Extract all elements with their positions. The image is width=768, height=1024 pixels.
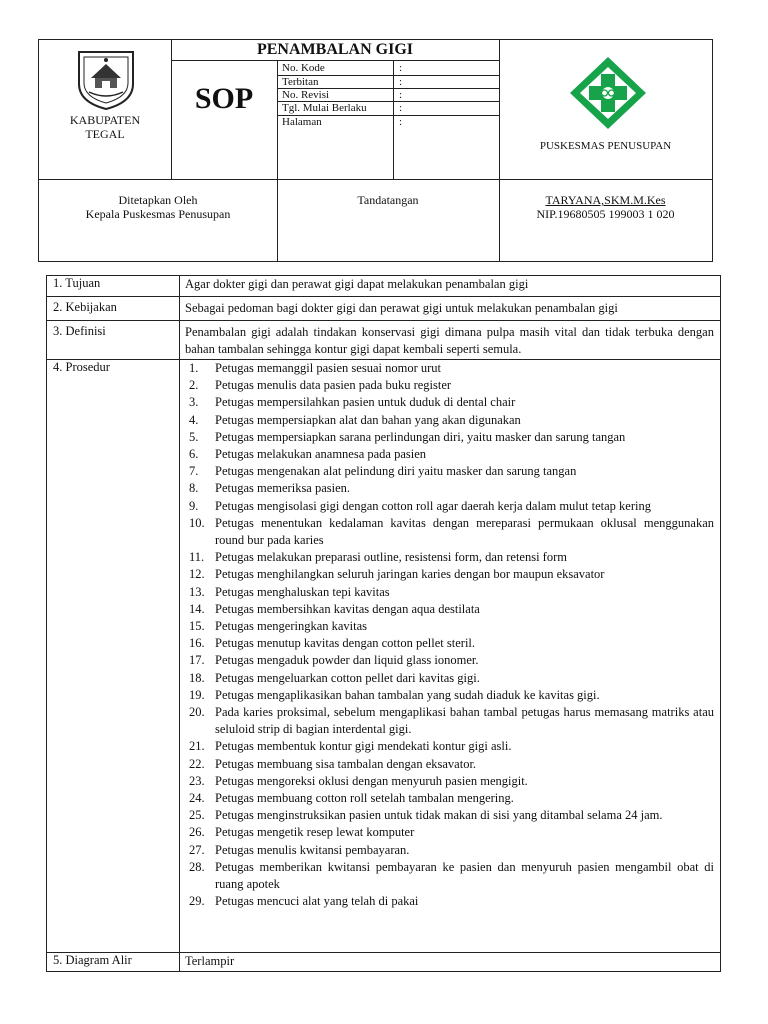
step-text: Petugas menginstruksikan pasien untuk tidak makan di sisi yang ditambal selama 24 jam. (215, 808, 663, 823)
step-number: 12. (189, 567, 205, 582)
step-text: Petugas menulis kwitansi pembayaran. (215, 842, 410, 857)
step-text: Petugas menghilangkan seluruh jaringan karies dengan bor maupun eksavator (215, 567, 605, 582)
sop-label: SOP (194, 82, 254, 115)
procedure-step (185, 618, 714, 635)
step-text: Petugas membentuk kontur gigi mendekati kontur gigi asli. (215, 739, 512, 754)
step-number: 28. (189, 859, 205, 874)
procedure-step (185, 824, 714, 841)
region-name: TEGAL (85, 127, 125, 141)
section-label: 1. Tujuan (53, 276, 101, 290)
diagram-text: Terlampir (185, 954, 235, 968)
procedure-step (185, 859, 714, 893)
step-number: 26. (189, 825, 205, 840)
procedure-step (185, 893, 714, 910)
meta-label: Tgl. Mulai Berlaku (282, 102, 367, 114)
step-number: 7. (189, 464, 199, 479)
procedure-step (185, 601, 714, 618)
meta-label: No. Kode (282, 62, 325, 74)
step-number: 19. (189, 687, 205, 702)
meta-separator: : (399, 76, 403, 88)
step-text: Petugas mencuci alat yang telah di pakai (215, 894, 419, 909)
meta-label: Halaman (282, 116, 322, 128)
procedure-step (185, 687, 714, 704)
step-number: 14. (189, 601, 205, 616)
procedure-step (185, 842, 714, 859)
meta-label: Terbitan (282, 76, 319, 88)
step-text: Petugas mengoreksi oklusi dengan menyuruh pasien mengigit. (215, 773, 528, 788)
procedure-step (185, 756, 714, 773)
procedure-step (185, 584, 714, 601)
procedure-step (185, 377, 714, 394)
divider (171, 60, 499, 61)
step-number: 21. (189, 739, 205, 754)
step-text: Petugas menghaluskan tepi kavitas (215, 584, 390, 599)
step-text: Petugas mengeluarkan cotton pellet dari kavitas gigi. (215, 670, 480, 685)
signature-label: Tandatangan (357, 193, 419, 207)
step-text: Petugas mempersiapkan alat dan bahan yang akan digunakan (215, 412, 521, 427)
procedure-step (185, 446, 714, 463)
step-text: Petugas mengisolasi gigi dengan cotton roll agar daerah kerja dalam mulut tetap kering (215, 498, 651, 513)
puskesmas-logo-icon (566, 54, 650, 132)
step-text: Petugas memanggil pasien sesuai nomor urut (215, 361, 442, 375)
meta-separator: : (399, 116, 403, 128)
region-name: KABUPATEN (69, 113, 141, 127)
step-number: 22. (189, 756, 205, 771)
meta-separator: : (399, 89, 403, 101)
section-label: 2. Kebijakan (53, 300, 117, 314)
meta-separator: : (399, 102, 403, 114)
step-text: Petugas membersihkan kavitas dengan aqua destilata (215, 601, 480, 616)
row-divider (47, 320, 720, 321)
step-number: 25. (189, 808, 205, 823)
regency-emblem (71, 46, 141, 112)
step-number: 17. (189, 653, 205, 668)
step-number: 2. (189, 378, 199, 393)
step-number: 10. (189, 515, 205, 530)
step-text: Petugas mengetik resep lewat komputer (215, 825, 415, 840)
row-divider (47, 296, 720, 297)
procedure-step (185, 807, 714, 824)
procedure-step (185, 652, 714, 669)
step-number: 13. (189, 584, 205, 599)
divider (39, 179, 712, 180)
kebijakan-text: Sebagai pedoman bagi dokter gigi dan perawat gigi untuk melakukan penambalan gigi (185, 301, 618, 315)
procedure-step (185, 773, 714, 790)
step-text: Petugas mengeringkan kavitas (215, 619, 368, 634)
step-text: Petugas membuang cotton roll setelah tambalan mengering. (215, 791, 514, 806)
approved-by-role: Kepala Puskesmas Penusupan (85, 207, 231, 221)
divider (393, 60, 394, 179)
step-text: Pada karies proksimal, sebelum mengaplikasi bahan tambal petugas harus memasang matriks atau seluloid strip di bagian interdental gigi. (215, 705, 714, 737)
procedure-list (185, 360, 714, 911)
procedure-step (185, 549, 714, 566)
procedure-step (185, 566, 714, 583)
step-number: 6. (189, 447, 199, 462)
definisi-text: Penambalan gigi adalah tindakan konservasi gigi dimana pulpa masih vital dan tidak terbuka dengan bahan tambalan sehingga kontur gigi dapat kembali seperti semula. (185, 325, 714, 356)
step-number: 16. (189, 636, 205, 651)
sop-header (38, 39, 713, 262)
procedure-step (185, 394, 714, 411)
step-number: 5. (189, 429, 199, 444)
procedure-step (185, 360, 714, 377)
procedure-step (185, 738, 714, 755)
step-text: Petugas melakukan anamnesa pada pasien (215, 447, 427, 462)
divider (179, 276, 180, 971)
sop-content-table (46, 275, 721, 972)
approved-by: Ditetapkan Oleh (118, 193, 198, 207)
tujuan-text: Agar dokter gigi dan perawat gigi dapat melakukan penambalan gigi (185, 277, 529, 291)
step-number: 20. (189, 705, 205, 720)
step-text: Petugas mempersilahkan pasien untuk duduk di dental chair (215, 395, 516, 410)
step-text: Petugas memberikan kwitansi pembayaran ke pasien dan menyuruh pasien mengambil obat di ruang apotek (215, 859, 714, 892)
procedure-step (185, 429, 714, 446)
procedure-step (185, 515, 714, 549)
step-number: 4. (189, 412, 199, 427)
step-text: Petugas mengenakan alat pelindung diri yaitu masker dan sarung tangan (215, 464, 577, 479)
step-number: 15. (189, 619, 205, 634)
step-number: 1. (189, 361, 199, 375)
procedure-step (185, 704, 714, 738)
doc-title: PENAMBALAN GIGI (256, 41, 413, 58)
step-text: Petugas mempersiapkan sarana perlindungan diri, yaitu masker dan sarung tangan (215, 429, 626, 444)
step-number: 9. (189, 498, 199, 513)
meta-label: No. Revisi (282, 89, 330, 101)
meta-separator: : (399, 62, 403, 74)
clinic-name: PUSKESMAS PENUSUPAN (539, 140, 672, 152)
step-text: Petugas membuang sisa tambalan dengan eksavator. (215, 756, 477, 771)
procedure-step (185, 498, 714, 515)
step-text: Petugas menulis data pasien pada buku register (215, 378, 452, 393)
step-text: Petugas memeriksa pasien. (215, 481, 351, 496)
divider (277, 60, 278, 262)
step-text: Petugas mengaduk powder dan liquid glass ionomer. (215, 653, 479, 668)
section-label: 5. Diagram Alir (53, 953, 132, 967)
procedure-step (185, 412, 714, 429)
step-text: Petugas mengaplikasikan bahan tambalan yang sudah diaduk ke kavitas gigi. (215, 687, 600, 702)
step-number: 3. (189, 395, 199, 410)
step-number: 8. (189, 481, 199, 496)
step-text: Petugas melakukan preparasi outline, resistensi form, dan retensi form (215, 550, 567, 565)
step-number: 11. (189, 550, 205, 565)
procedure-step (185, 480, 714, 497)
signer-nip: NIP.19680505 199003 1 020 (536, 207, 675, 221)
section-label: 4. Prosedur (53, 360, 110, 374)
procedure-step (185, 790, 714, 807)
step-number: 29. (189, 894, 205, 909)
step-number: 24. (189, 791, 205, 806)
signer-name: TARYANA,SKM.M.Kes (545, 193, 666, 207)
step-number: 18. (189, 670, 205, 685)
procedure-step (185, 670, 714, 687)
section-label: 3. Definisi (53, 324, 106, 338)
step-text: Petugas menentukan kedalaman kavitas dengan mereparasi permukaan oklusal menggunakan round bur pada karies (215, 515, 714, 548)
procedure-step (185, 635, 714, 652)
step-number: 23. (189, 773, 205, 788)
procedure-step (185, 463, 714, 480)
step-text: Petugas menutup kavitas dengan cotton pellet steril. (215, 636, 476, 651)
step-number: 27. (189, 842, 205, 857)
